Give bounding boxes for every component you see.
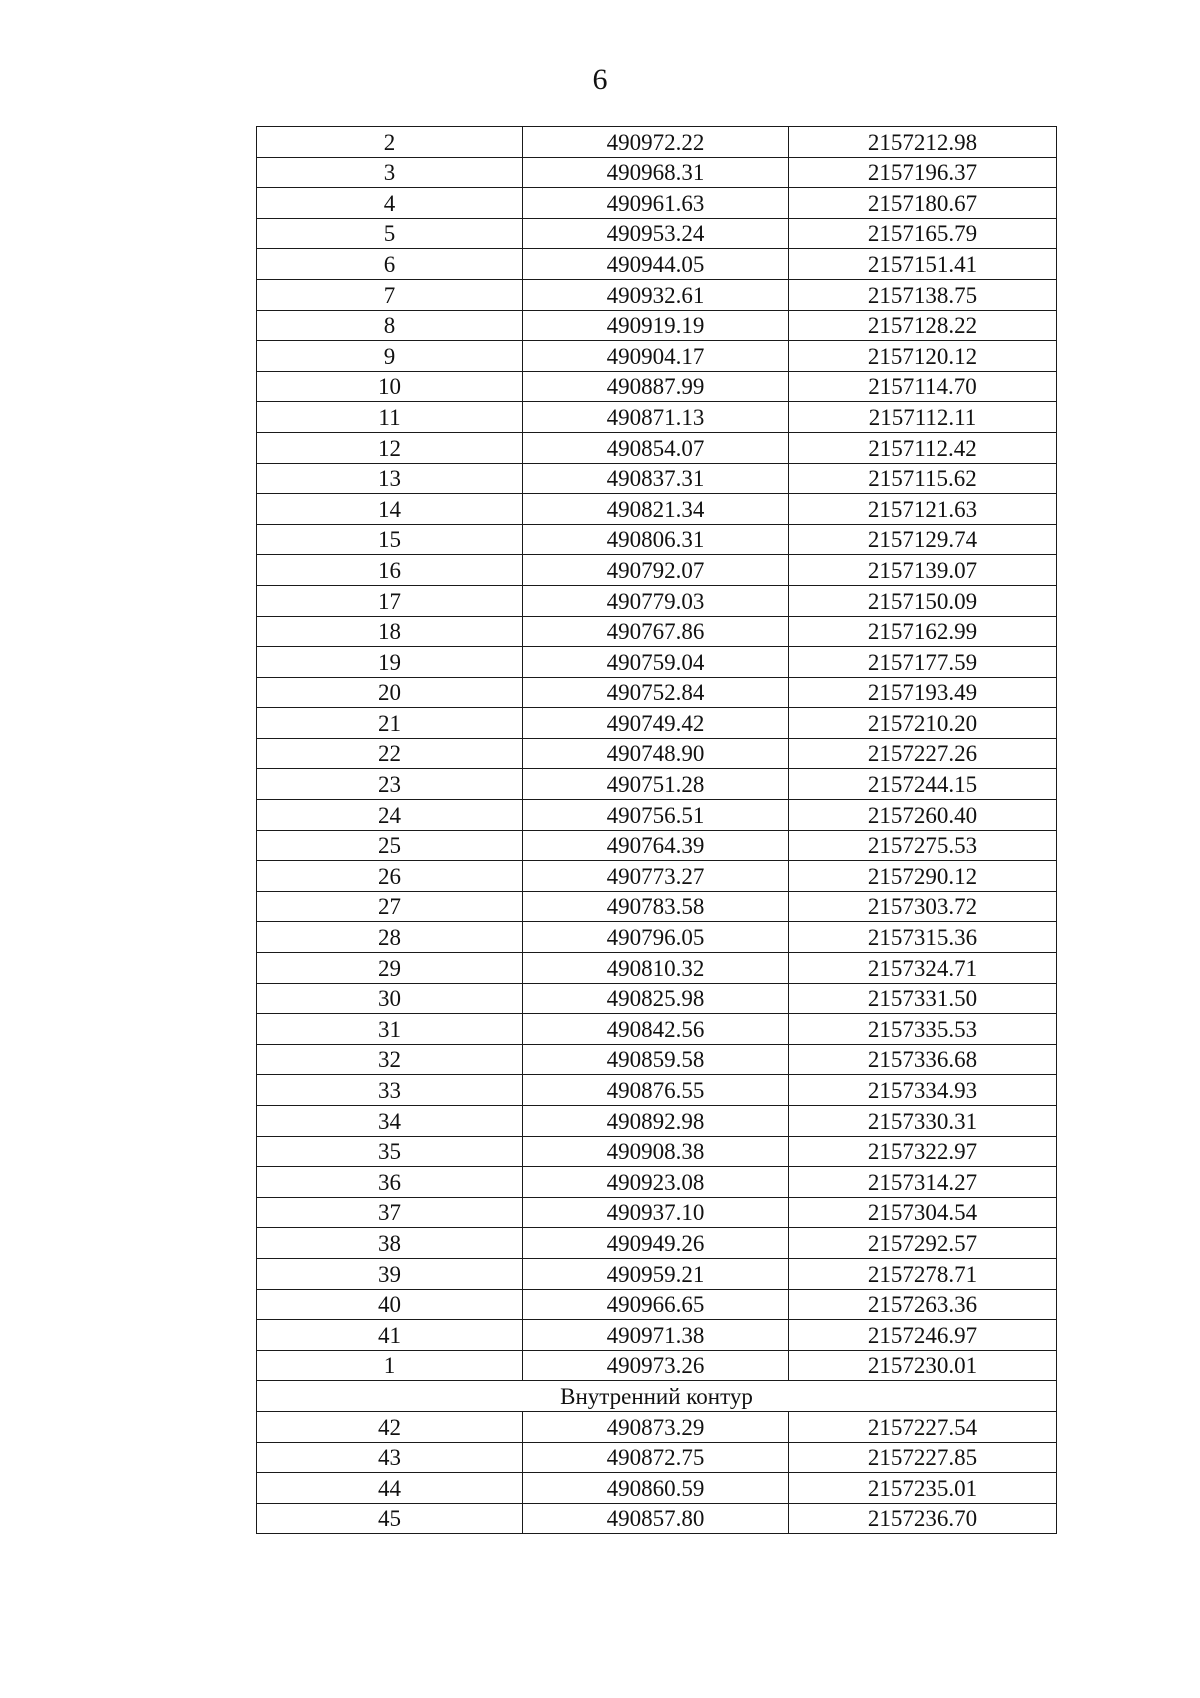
table-row	[257, 769, 1057, 800]
x-coordinate-cell: 490961.63	[523, 188, 789, 219]
table-row	[257, 1473, 1057, 1504]
x-coordinate-cell: 490904.17	[523, 341, 789, 372]
table-row	[257, 188, 1057, 219]
page-number: 6	[592, 63, 608, 96]
y-coordinate-cell: 2157322.97	[789, 1136, 1057, 1167]
table-row	[257, 738, 1057, 769]
y-coordinate-cell: 2157314.27	[789, 1167, 1057, 1198]
y-coordinate-cell: 2157244.15	[789, 769, 1057, 800]
x-coordinate-cell: 490748.90	[523, 738, 789, 769]
section-title: Внутренний контур	[257, 1381, 1057, 1412]
table-row	[257, 1014, 1057, 1045]
x-coordinate-cell: 490749.42	[523, 708, 789, 739]
y-coordinate-cell: 2157230.01	[789, 1350, 1057, 1381]
y-coordinate-cell: 2157121.63	[789, 494, 1057, 525]
point-number-cell: 12	[257, 432, 523, 463]
table-row	[257, 279, 1057, 310]
table-row	[257, 463, 1057, 494]
point-number-cell: 30	[257, 983, 523, 1014]
table-row	[257, 1136, 1057, 1167]
point-number-cell: 3	[257, 157, 523, 188]
x-coordinate-cell: 490892.98	[523, 1106, 789, 1137]
y-coordinate-cell: 2157196.37	[789, 157, 1057, 188]
table-row	[257, 585, 1057, 616]
y-coordinate-cell: 2157112.42	[789, 432, 1057, 463]
point-number-cell: 41	[257, 1320, 523, 1351]
point-number-cell: 37	[257, 1197, 523, 1228]
x-coordinate-cell: 490792.07	[523, 555, 789, 586]
x-coordinate-cell: 490783.58	[523, 891, 789, 922]
table-row	[257, 432, 1057, 463]
y-coordinate-cell: 2157193.49	[789, 677, 1057, 708]
section-header-row	[257, 1381, 1057, 1412]
y-coordinate-cell: 2157236.70	[789, 1503, 1057, 1534]
x-coordinate-cell: 490959.21	[523, 1258, 789, 1289]
table-row	[257, 983, 1057, 1014]
table-row	[257, 249, 1057, 280]
y-coordinate-cell: 2157151.41	[789, 249, 1057, 280]
table-row	[257, 1044, 1057, 1075]
y-coordinate-cell: 2157235.01	[789, 1473, 1057, 1504]
x-coordinate-cell: 490923.08	[523, 1167, 789, 1198]
y-coordinate-cell: 2157336.68	[789, 1044, 1057, 1075]
point-number-cell: 44	[257, 1473, 523, 1504]
table-row	[257, 341, 1057, 372]
table-row	[257, 647, 1057, 678]
point-number-cell: 27	[257, 891, 523, 922]
x-coordinate-cell: 490949.26	[523, 1228, 789, 1259]
point-number-cell: 11	[257, 402, 523, 433]
y-coordinate-cell: 2157162.99	[789, 616, 1057, 647]
table-row	[257, 1350, 1057, 1381]
y-coordinate-cell: 2157128.22	[789, 310, 1057, 341]
point-number-cell: 6	[257, 249, 523, 280]
point-number-cell: 38	[257, 1228, 523, 1259]
y-coordinate-cell: 2157260.40	[789, 800, 1057, 831]
x-coordinate-cell: 490887.99	[523, 371, 789, 402]
point-number-cell: 10	[257, 371, 523, 402]
point-number-cell: 36	[257, 1167, 523, 1198]
point-number-cell: 5	[257, 218, 523, 249]
x-coordinate-cell: 490857.80	[523, 1503, 789, 1534]
point-number-cell: 33	[257, 1075, 523, 1106]
table-row	[257, 524, 1057, 555]
table-row	[257, 402, 1057, 433]
table-row	[257, 1075, 1057, 1106]
table-row	[257, 1320, 1057, 1351]
y-coordinate-cell: 2157324.71	[789, 953, 1057, 984]
y-coordinate-cell: 2157120.12	[789, 341, 1057, 372]
y-coordinate-cell: 2157114.70	[789, 371, 1057, 402]
x-coordinate-cell: 490767.86	[523, 616, 789, 647]
table-row	[257, 218, 1057, 249]
x-coordinate-cell: 490873.29	[523, 1411, 789, 1442]
point-number-cell: 8	[257, 310, 523, 341]
x-coordinate-cell: 490968.31	[523, 157, 789, 188]
table-row	[257, 1106, 1057, 1137]
table-row	[257, 800, 1057, 831]
y-coordinate-cell: 2157139.07	[789, 555, 1057, 586]
y-coordinate-cell: 2157180.67	[789, 188, 1057, 219]
x-coordinate-cell: 490876.55	[523, 1075, 789, 1106]
y-coordinate-cell: 2157210.20	[789, 708, 1057, 739]
point-number-cell: 7	[257, 279, 523, 310]
point-number-cell: 31	[257, 1014, 523, 1045]
x-coordinate-cell: 490756.51	[523, 800, 789, 831]
y-coordinate-cell: 2157227.85	[789, 1442, 1057, 1473]
table-row	[257, 157, 1057, 188]
table-row	[257, 1167, 1057, 1198]
table-row	[257, 861, 1057, 892]
x-coordinate-cell: 490971.38	[523, 1320, 789, 1351]
point-number-cell: 20	[257, 677, 523, 708]
table-row	[257, 1411, 1057, 1442]
y-coordinate-cell: 2157275.53	[789, 830, 1057, 861]
y-coordinate-cell: 2157129.74	[789, 524, 1057, 555]
point-number-cell: 45	[257, 1503, 523, 1534]
point-number-cell: 29	[257, 953, 523, 984]
point-number-cell: 35	[257, 1136, 523, 1167]
point-number-cell: 4	[257, 188, 523, 219]
y-coordinate-cell: 2157165.79	[789, 218, 1057, 249]
x-coordinate-cell: 490953.24	[523, 218, 789, 249]
point-number-cell: 17	[257, 585, 523, 616]
table-row	[257, 1228, 1057, 1259]
x-coordinate-cell: 490821.34	[523, 494, 789, 525]
point-number-cell: 32	[257, 1044, 523, 1075]
x-coordinate-cell: 490973.26	[523, 1350, 789, 1381]
table-row	[257, 127, 1057, 158]
point-number-cell: 43	[257, 1442, 523, 1473]
x-coordinate-cell: 490919.19	[523, 310, 789, 341]
table-row	[257, 1503, 1057, 1534]
point-number-cell: 23	[257, 769, 523, 800]
x-coordinate-cell: 490837.31	[523, 463, 789, 494]
table-row	[257, 1442, 1057, 1473]
x-coordinate-cell: 490859.58	[523, 1044, 789, 1075]
table-row	[257, 922, 1057, 953]
x-coordinate-cell: 490759.04	[523, 647, 789, 678]
x-coordinate-cell: 490773.27	[523, 861, 789, 892]
y-coordinate-cell: 2157330.31	[789, 1106, 1057, 1137]
point-number-cell: 14	[257, 494, 523, 525]
y-coordinate-cell: 2157227.26	[789, 738, 1057, 769]
x-coordinate-cell: 490806.31	[523, 524, 789, 555]
coordinates-table-body	[257, 127, 1057, 1534]
y-coordinate-cell: 2157246.97	[789, 1320, 1057, 1351]
x-coordinate-cell: 490842.56	[523, 1014, 789, 1045]
point-number-cell: 19	[257, 647, 523, 678]
x-coordinate-cell: 490751.28	[523, 769, 789, 800]
point-number-cell: 1	[257, 1350, 523, 1381]
y-coordinate-cell: 2157177.59	[789, 647, 1057, 678]
table-row	[257, 891, 1057, 922]
point-number-cell: 13	[257, 463, 523, 494]
point-number-cell: 18	[257, 616, 523, 647]
point-number-cell: 9	[257, 341, 523, 372]
x-coordinate-cell: 490779.03	[523, 585, 789, 616]
y-coordinate-cell: 2157263.36	[789, 1289, 1057, 1320]
y-coordinate-cell: 2157315.36	[789, 922, 1057, 953]
x-coordinate-cell: 490752.84	[523, 677, 789, 708]
table-row	[257, 310, 1057, 341]
table-row	[257, 830, 1057, 861]
table-row	[257, 708, 1057, 739]
x-coordinate-cell: 490871.13	[523, 402, 789, 433]
point-number-cell: 22	[257, 738, 523, 769]
x-coordinate-cell: 490796.05	[523, 922, 789, 953]
y-coordinate-cell: 2157304.54	[789, 1197, 1057, 1228]
x-coordinate-cell: 490860.59	[523, 1473, 789, 1504]
y-coordinate-cell: 2157334.93	[789, 1075, 1057, 1106]
table-row	[257, 371, 1057, 402]
table-row	[257, 677, 1057, 708]
y-coordinate-cell: 2157331.50	[789, 983, 1057, 1014]
table-row	[257, 555, 1057, 586]
y-coordinate-cell: 2157292.57	[789, 1228, 1057, 1259]
x-coordinate-cell: 490966.65	[523, 1289, 789, 1320]
y-coordinate-cell: 2157227.54	[789, 1411, 1057, 1442]
y-coordinate-cell: 2157278.71	[789, 1258, 1057, 1289]
point-number-cell: 40	[257, 1289, 523, 1320]
point-number-cell: 2	[257, 127, 523, 158]
coordinates-table	[256, 126, 1057, 1534]
x-coordinate-cell: 490825.98	[523, 983, 789, 1014]
point-number-cell: 39	[257, 1258, 523, 1289]
point-number-cell: 15	[257, 524, 523, 555]
y-coordinate-cell: 2157290.12	[789, 861, 1057, 892]
x-coordinate-cell: 490937.10	[523, 1197, 789, 1228]
y-coordinate-cell: 2157112.11	[789, 402, 1057, 433]
x-coordinate-cell: 490908.38	[523, 1136, 789, 1167]
point-number-cell: 26	[257, 861, 523, 892]
point-number-cell: 24	[257, 800, 523, 831]
point-number-cell: 42	[257, 1411, 523, 1442]
table-row	[257, 1258, 1057, 1289]
point-number-cell: 25	[257, 830, 523, 861]
x-coordinate-cell: 490932.61	[523, 279, 789, 310]
x-coordinate-cell: 490854.07	[523, 432, 789, 463]
y-coordinate-cell: 2157335.53	[789, 1014, 1057, 1045]
table-row	[257, 494, 1057, 525]
table-row	[257, 1197, 1057, 1228]
table-row	[257, 616, 1057, 647]
y-coordinate-cell: 2157303.72	[789, 891, 1057, 922]
x-coordinate-cell: 490872.75	[523, 1442, 789, 1473]
x-coordinate-cell: 490944.05	[523, 249, 789, 280]
point-number-cell: 16	[257, 555, 523, 586]
table-row	[257, 1289, 1057, 1320]
point-number-cell: 34	[257, 1106, 523, 1137]
x-coordinate-cell: 490764.39	[523, 830, 789, 861]
y-coordinate-cell: 2157115.62	[789, 463, 1057, 494]
y-coordinate-cell: 2157138.75	[789, 279, 1057, 310]
x-coordinate-cell: 490810.32	[523, 953, 789, 984]
table-row	[257, 953, 1057, 984]
x-coordinate-cell: 490972.22	[523, 127, 789, 158]
point-number-cell: 28	[257, 922, 523, 953]
y-coordinate-cell: 2157212.98	[789, 127, 1057, 158]
y-coordinate-cell: 2157150.09	[789, 585, 1057, 616]
point-number-cell: 21	[257, 708, 523, 739]
